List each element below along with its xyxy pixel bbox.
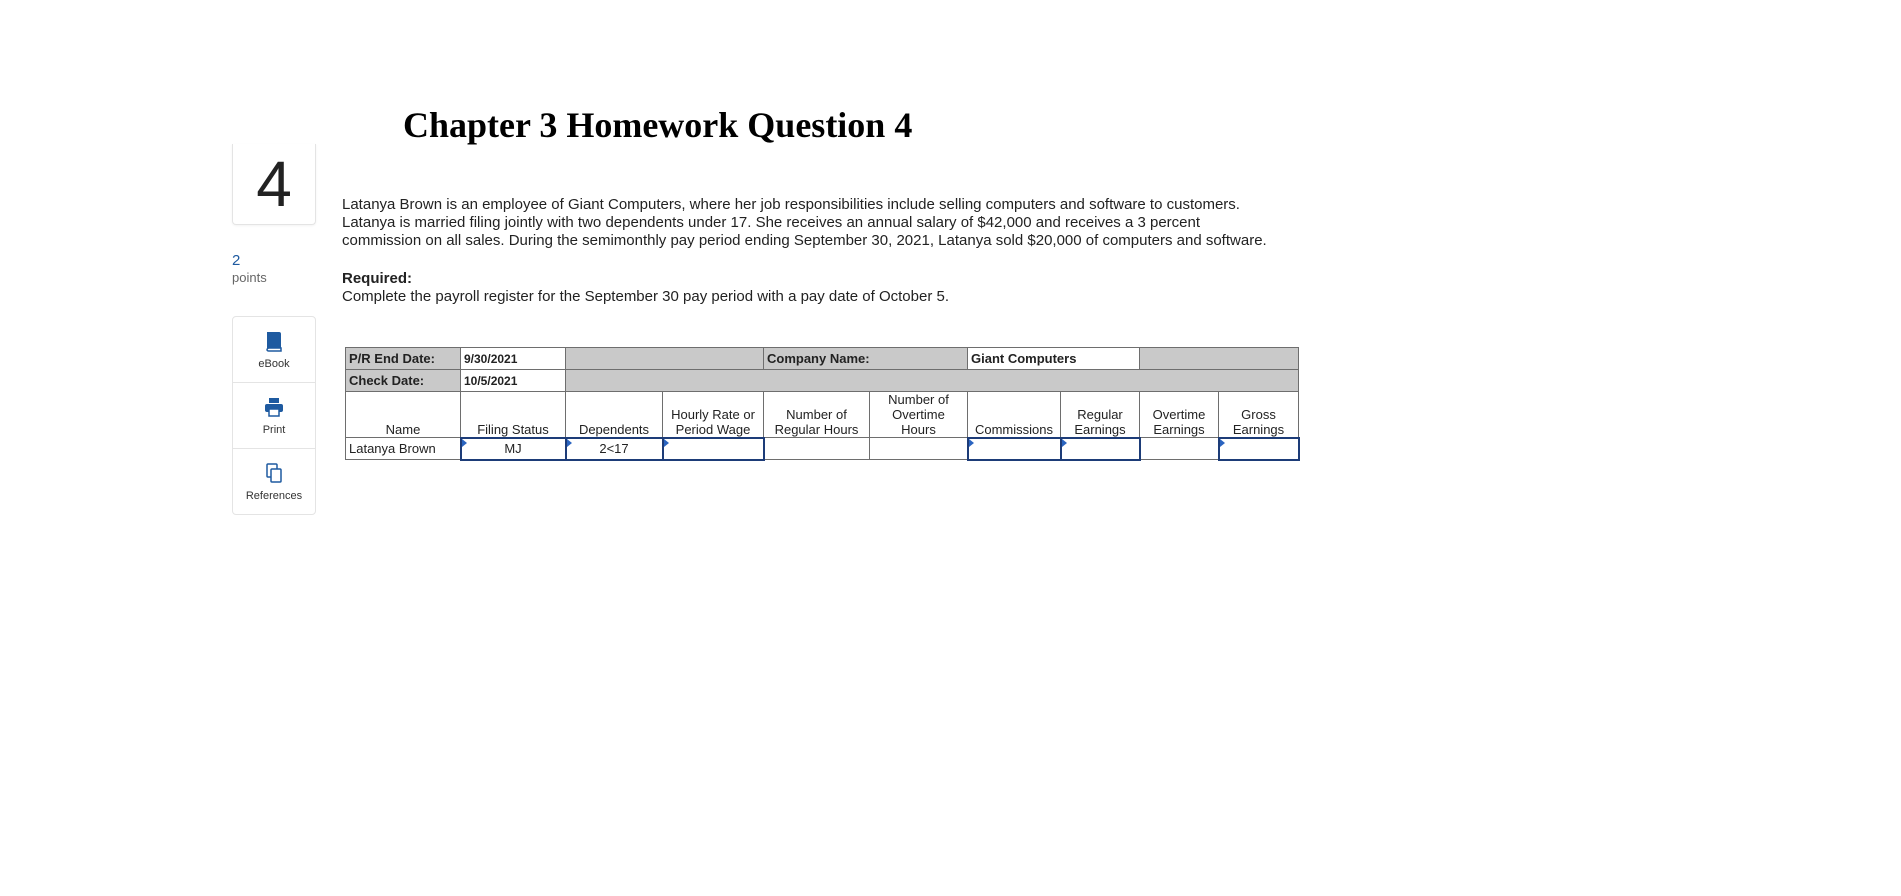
dependents-input[interactable]: 2<17 bbox=[566, 438, 663, 460]
employee-name-cell: Latanya Brown bbox=[346, 438, 461, 460]
company-name-label: Company Name: bbox=[764, 348, 968, 370]
hourly-rate-input[interactable] bbox=[663, 438, 764, 460]
points-label: points bbox=[232, 270, 267, 285]
header-overtime-hours: Number of Overtime Hours bbox=[870, 392, 968, 438]
ebook-label: eBook bbox=[258, 357, 290, 370]
ebook-button[interactable] bbox=[233, 317, 315, 383]
overtime-hours-cell[interactable] bbox=[870, 438, 968, 460]
references-button[interactable] bbox=[233, 449, 315, 514]
print-label: Print bbox=[262, 423, 286, 436]
payroll-register bbox=[345, 347, 1300, 461]
required-label: Required: bbox=[342, 270, 413, 287]
header-filing-status: Filing Status bbox=[461, 392, 566, 438]
company-name-value: Giant Computers bbox=[968, 348, 1140, 370]
check-date-label: Check Date: bbox=[346, 370, 461, 392]
header-dependents: Dependents bbox=[566, 392, 663, 438]
pr-end-date-label: P/R End Date: bbox=[346, 348, 461, 370]
copy-icon bbox=[264, 462, 284, 484]
required-instruction: Complete the payroll register for the September 30 pay period with a pay date of October 5. bbox=[342, 288, 950, 305]
header-name: Name bbox=[346, 392, 461, 438]
header-commissions: Commissions bbox=[968, 392, 1061, 438]
header-overtime-earnings: Overtime Earnings bbox=[1140, 392, 1219, 438]
overtime-earnings-cell[interactable] bbox=[1140, 438, 1219, 460]
header-gross-earnings: Gross Earnings bbox=[1219, 392, 1299, 438]
commissions-input[interactable] bbox=[968, 438, 1061, 460]
book-icon bbox=[264, 330, 284, 352]
gross-earnings-input[interactable] bbox=[1219, 438, 1299, 460]
tools-panel bbox=[232, 316, 316, 515]
references-label: References bbox=[245, 489, 303, 502]
pr-end-date-value: 9/30/2021 bbox=[461, 348, 566, 370]
regular-hours-cell[interactable] bbox=[764, 438, 870, 460]
page-title: Chapter 3 Homework Question 4 bbox=[403, 105, 913, 145]
regular-earnings-input[interactable] bbox=[1061, 438, 1140, 460]
header-hourly-rate: Hourly Rate or Period Wage bbox=[663, 392, 764, 438]
register-info-row-2 bbox=[346, 370, 1299, 392]
info-spacer bbox=[566, 348, 764, 370]
question-paragraph: Latanya Brown is an employee of Giant Computers, where her job responsibilities include selling computers and software to customers. Latanya is married filing jointly with two dependents under 17. She receives an annual salary of $42,000 and receives a 3 percent commission on all sales. During the semimonthly pay period ending September 30, 2021, Latanya sold $20,000 of computers and software. bbox=[342, 196, 1267, 249]
info-spacer bbox=[1140, 348, 1299, 370]
printer-icon bbox=[264, 396, 284, 418]
check-date-value: 10/5/2021 bbox=[461, 370, 566, 392]
register-info-row-1 bbox=[346, 348, 1299, 370]
print-button[interactable] bbox=[233, 383, 315, 449]
question-text bbox=[342, 196, 1282, 306]
register-header-row bbox=[346, 392, 1299, 438]
points-value: 2 bbox=[232, 252, 241, 269]
header-regular-earnings: Regular Earnings bbox=[1061, 392, 1140, 438]
question-number: 4 bbox=[232, 144, 316, 225]
header-regular-hours: Number of Regular Hours bbox=[764, 392, 870, 438]
info-spacer bbox=[566, 370, 1299, 392]
table-row bbox=[346, 438, 1299, 460]
filing-status-input[interactable]: MJ bbox=[461, 438, 566, 460]
